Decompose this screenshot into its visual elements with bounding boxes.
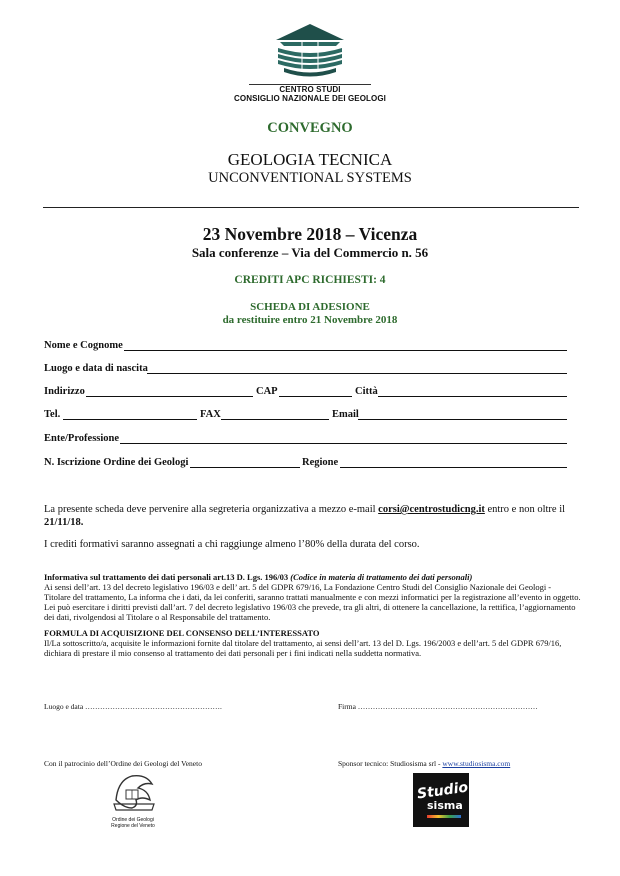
birth-field[interactable] [147,373,567,374]
studiosisma-logo [413,773,469,827]
logo-line2: CONSIGLIO NAZIONALE DEI GEOLOGI [234,94,386,103]
email-label: Email [332,409,359,420]
notice-paragraph [44,503,579,529]
studio-word: Studio [416,779,470,803]
header-divider [43,207,579,208]
consent-line2: dichiara di prestare il mio consenso al trattamento dei dati personali per i fini indicati nella suddetta normativa. [44,648,422,658]
logo-line1: CENTRO STUDI [249,84,371,94]
notice-text-before: La presente scheda deve pervenire alla segreteria organizzativa a mezzo e-mail [44,504,376,515]
place-date-field[interactable]: Luogo e data ………………………………………………. [44,702,222,711]
fax-field[interactable] [221,419,329,420]
address-label: Indirizzo [44,386,85,397]
tel-field[interactable] [63,419,197,420]
address-field[interactable] [86,396,253,397]
privacy-line3: Lei può esercitare i diritti previsti dall’art. 7 del decreto legislativo 196/03 che prevede, tra gli altri, di ottenere la cancellazione, la rettifica, l’aggiornamento [44,602,576,612]
event-title-line1: GEOLOGIA TECNICA [227,150,393,169]
registration-label: N. Iscrizione Ordine dei Geologi [44,457,189,468]
birth-label: Luogo e data di nascita [44,363,148,374]
credits-required: CREDITI APC RICHIESTI: 4 [234,274,386,286]
winged-lion-icon [108,770,158,812]
privacy-line1: Ai sensi dell’art. 13 del decreto legislativo 196/03 e dell’ art. 5 del GDPR 679/16, La Fondazione Centro Studi del Consiglio Nazionale dei Geologi - [44,582,552,592]
ordine-line1: Ordine dei Geologi [112,817,154,823]
sponsor-line: Sponsor tecnico: Studiosisma srl - www.studiosisma.com [338,759,511,768]
region-label: Regione [302,457,339,468]
employer-field[interactable] [120,443,567,444]
email-field[interactable] [358,419,567,420]
signature-field[interactable]: Firma ……………………………………………………………… [338,702,538,711]
credits-note: I crediti formativi saranno assegnati a chi raggiunge almeno l’80% della durata del corso. [44,539,420,550]
form-deadline: da restituire entro 21 Novembre 2018 [222,314,398,326]
email-link[interactable]: corsi@centrostudicng.it [378,504,485,515]
consent-heading: FORMULA DI ACQUISIZIONE DEL CONSENSO DELL’INTERESSATO [44,628,320,638]
ordine-veneto-logo [108,770,158,828]
registration-field[interactable] [190,467,300,468]
name-label: Nome e Cognome [44,340,123,351]
cng-logo [270,22,350,82]
sponsor-url-link[interactable]: www.studiosisma.com [442,759,511,768]
event-venue: Sala conferenze – Via del Commercio n. 56 [191,245,429,260]
consent-line1: Il/La sottoscritto/a, acquisite le informazioni fornite dal titolare del trattamento, ai sensi dell’art. 13 del D. Lgs. 196/2003 e dell’art. 5 del GDPR 679/16, [44,638,562,648]
event-date: 23 Novembre 2018 – Vicenza [202,224,418,244]
building-logo-icon [270,22,350,82]
region-field[interactable] [340,467,567,468]
city-field[interactable] [378,396,567,397]
event-kind: CONVEGNO [267,120,353,136]
event-title-line2: UNCONVENTIONAL SYSTEMS [208,170,412,186]
ordine-line2: Regione del Veneto [111,823,155,829]
form-title: SCHEDA DI ADESIONE [250,301,370,313]
cap-field[interactable] [279,396,352,397]
tel-label: Tel. [44,409,61,420]
city-label: Città [355,386,378,397]
notice-deadline: 21/11/18. [44,517,84,528]
privacy-heading: Informativa sul trattamento dei dati personali art.13 D. Lgs. 196/03 (Codice in materia di trattamento dei dati personali) [44,572,473,582]
privacy-line4: dei dati, rivolgendosi al Titolare o al Responsabile del trattamento. [44,612,271,622]
notice-text-after: entro e non oltre il [487,504,566,515]
name-field[interactable] [124,350,567,351]
fax-label: FAX [200,409,221,420]
privacy-line2: Titolare del trattamento, La informa che i dati, da lei conferiti, saranno trattati manualmente e con mezzi informatici per la registrazione all’evento in oggetto. [44,592,581,602]
patronage-text: Con il patrocinio dell’Ordine dei Geologi del Veneto [44,759,202,768]
employer-label: Ente/Professione [44,433,120,444]
sisma-word: sisma [427,799,463,812]
cap-label: CAP [256,386,278,397]
studiosisma-color-bar [427,815,461,818]
